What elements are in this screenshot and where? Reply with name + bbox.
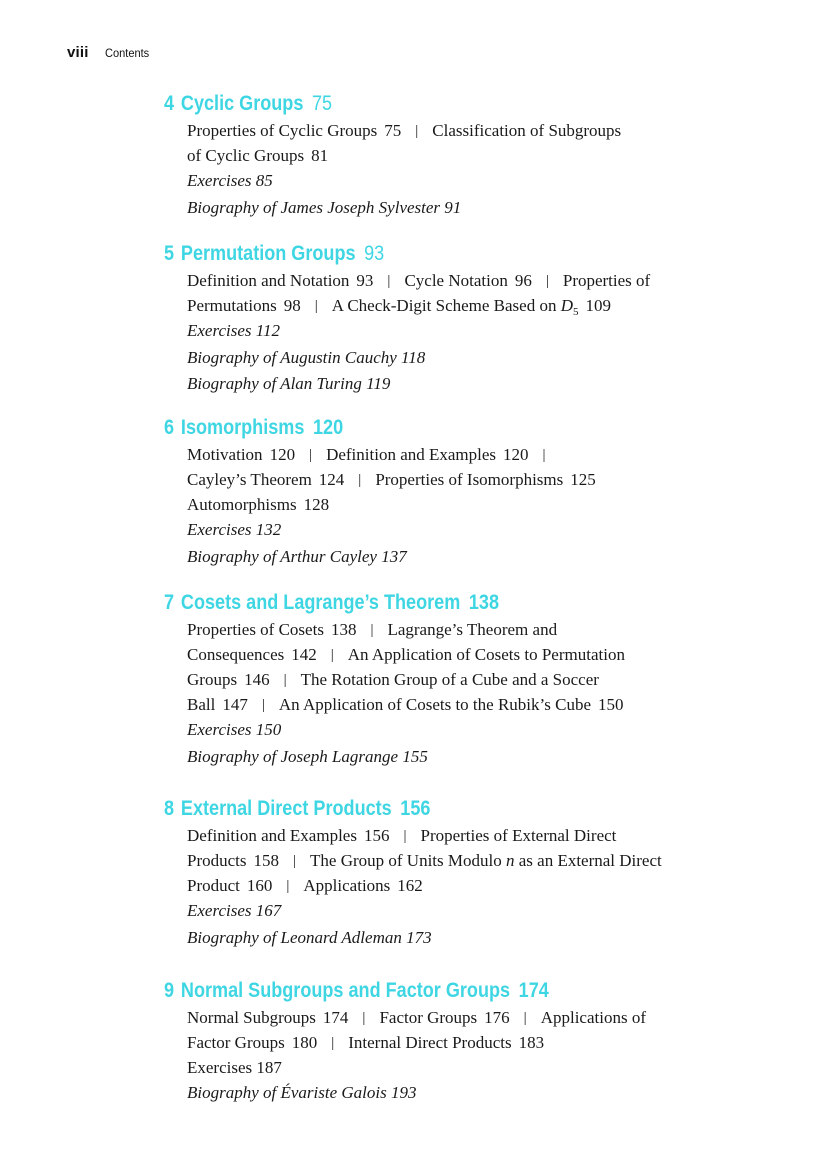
chapter-entry (164, 591, 724, 770)
section-page: 93 (356, 271, 374, 290)
section-entries (187, 617, 724, 770)
section-link[interactable] (187, 470, 344, 489)
section-link[interactable] (187, 826, 389, 845)
section-title: Cycle Notation (404, 271, 508, 290)
exercises-entry[interactable]: Exercises 167 (187, 901, 282, 920)
section-link[interactable] (187, 146, 328, 165)
exercises-entry[interactable]: Exercises 132 (187, 520, 282, 539)
chapter-heading[interactable] (164, 242, 646, 268)
chapter-entry (164, 797, 724, 951)
section-link[interactable] (541, 1008, 646, 1027)
separator: | (286, 878, 290, 894)
exercises-entry[interactable]: Exercises 187 (187, 1058, 282, 1077)
section-page: 120 (269, 445, 296, 464)
separator: | (309, 447, 313, 463)
section-title: of Cyclic Groups (187, 146, 305, 165)
section-title: Properties of External Direct (420, 826, 617, 845)
separator: | (293, 853, 297, 869)
section-page: 125 (570, 470, 596, 489)
chapter-page: 120 (312, 416, 344, 439)
section-page: 142 (291, 645, 317, 664)
math-subscript: 5 (573, 306, 579, 318)
separator: | (314, 298, 318, 314)
section-page: 75 (384, 121, 402, 140)
separator: | (362, 1010, 366, 1026)
section-title: Factor Groups (379, 1008, 478, 1027)
section-page: 81 (311, 146, 329, 165)
contents-line (187, 143, 724, 168)
chapter-page: 93 (364, 242, 385, 265)
separator: | (403, 828, 407, 844)
chapter-title-text: Permutation Groups (180, 242, 356, 265)
section-page: 98 (283, 296, 301, 315)
chapter-number: 4 (164, 92, 175, 115)
separator: | (358, 472, 362, 488)
biography-entry[interactable]: Biography of Arthur Cayley 137 (187, 546, 407, 566)
section-link[interactable] (187, 1033, 317, 1052)
section-page: 180 (291, 1033, 318, 1052)
contents-line (187, 492, 724, 517)
chapter-number: 9 (164, 979, 175, 1002)
section-link[interactable] (187, 495, 329, 514)
section-link[interactable] (279, 695, 624, 714)
separator: | (545, 273, 549, 289)
chapter-entry (164, 416, 724, 570)
chapter-title-text: Normal Subgroups and Factor Groups (180, 979, 511, 1002)
section-entries (187, 823, 724, 951)
contents-line (187, 268, 724, 293)
chapter-page: 156 (400, 797, 431, 820)
section-link[interactable] (187, 296, 301, 315)
section-link[interactable] (348, 645, 625, 664)
section-link[interactable] (187, 1008, 348, 1027)
contents-line (187, 873, 724, 898)
chapter-title-text: Isomorphisms (180, 416, 305, 439)
running-head (67, 44, 153, 61)
section-page: 120 (503, 445, 529, 464)
section-title: Applications of (540, 1008, 646, 1027)
section-link[interactable] (404, 271, 531, 290)
section-link[interactable] (187, 121, 401, 140)
section-link[interactable] (187, 851, 279, 870)
section-title: Consequences (187, 645, 285, 664)
section-link[interactable] (303, 876, 422, 895)
section-title: Cayley’s Theorem (187, 470, 312, 489)
contents-line (187, 642, 724, 667)
section-title: Classification of Subgroups (432, 121, 622, 140)
chapter-title-text: Cosets and Lagrange’s Theorem (180, 591, 461, 614)
section-title-cont: as an External Direct (518, 851, 662, 870)
contents-line (187, 667, 724, 692)
contents-line (187, 442, 724, 467)
contents-line (187, 467, 724, 492)
chapter-number: 8 (164, 797, 175, 820)
section-title: Definition and Notation (187, 271, 350, 290)
page-number: viii (67, 44, 89, 61)
contents-line (187, 118, 724, 143)
section-title: Normal Subgroups (187, 1008, 316, 1027)
biography-entry[interactable]: Biography of Joseph Lagrange 155 (187, 746, 428, 766)
section-link[interactable] (420, 826, 616, 845)
section-title: Products (187, 851, 247, 870)
section-title: Automorphisms (187, 495, 297, 514)
contents-line (187, 692, 724, 717)
chapter-title-text: External Direct Products (180, 797, 392, 820)
chapter-page: 138 (468, 591, 500, 614)
contents-line (187, 1005, 724, 1030)
section-entries (187, 268, 724, 398)
section-link[interactable] (187, 645, 317, 664)
section-title: An Application of Cosets to Permutation (347, 645, 625, 664)
section-page: 128 (303, 495, 330, 514)
chapter-number: 6 (164, 416, 175, 439)
section-name: Contents (104, 46, 149, 60)
contents-line (187, 823, 724, 848)
chapter-number: 5 (164, 242, 175, 265)
section-page: 174 (322, 1008, 349, 1027)
biography-entry[interactable]: Biography of Leonard Adleman 173 (187, 927, 432, 947)
section-link[interactable] (187, 876, 272, 895)
section-page: 183 (518, 1033, 545, 1052)
biography-entry[interactable]: Biography of Augustin Cauchy 118 (187, 347, 426, 367)
section-link[interactable] (187, 445, 295, 464)
chapter-heading[interactable] (164, 416, 646, 442)
separator: | (387, 273, 391, 289)
biography-entry[interactable]: Biography of Alan Turing 119 (187, 374, 391, 393)
section-link[interactable] (301, 670, 599, 689)
biography-entry[interactable]: Biography of Évariste Galois 193 (187, 1083, 417, 1102)
section-page: 176 (484, 1008, 510, 1027)
section-link[interactable] (387, 620, 557, 639)
exercises-entry[interactable]: Exercises 112 (187, 321, 280, 340)
section-page: 147 (222, 695, 248, 714)
section-page: 138 (330, 620, 357, 639)
exercises-entry[interactable]: Exercises 85 (187, 171, 273, 190)
section-title: Factor Groups (187, 1033, 285, 1052)
section-page: 158 (253, 851, 279, 870)
section-title: Permutations (187, 296, 277, 315)
section-title: Properties of Isomorphisms (375, 470, 564, 489)
separator: | (283, 672, 287, 688)
section-link[interactable] (326, 445, 528, 464)
section-title: The Group of Units Modulo (310, 851, 502, 870)
section-title: Product (187, 876, 240, 895)
chapter-heading[interactable] (164, 92, 646, 118)
section-link[interactable] (310, 851, 662, 870)
chapter-heading[interactable] (164, 797, 646, 823)
section-page: 160 (246, 876, 273, 895)
chapter-title-text: Cyclic Groups (180, 92, 304, 115)
section-page: 124 (318, 470, 345, 489)
separator: | (542, 447, 546, 463)
section-page: 96 (514, 271, 532, 290)
section-link[interactable] (187, 670, 270, 689)
section-link[interactable] (375, 470, 595, 489)
section-title: Applications (303, 876, 391, 895)
chapter-heading[interactable] (164, 591, 646, 617)
math-variable: D (560, 296, 574, 315)
section-title: Properties of Cyclic Groups (187, 121, 378, 140)
section-title: Properties of (562, 271, 651, 290)
separator: | (261, 697, 265, 713)
exercises-entry[interactable]: Exercises 150 (187, 720, 282, 739)
separator: | (523, 1010, 527, 1026)
section-link[interactable] (187, 695, 248, 714)
biography-entry[interactable]: Biography of James Joseph Sylvester 91 (187, 197, 462, 217)
section-title: Ball (187, 695, 216, 714)
section-link[interactable] (187, 271, 373, 290)
section-title: A Check-Digit Scheme Based on (331, 296, 557, 315)
section-title: An Application of Cosets to the Rubik’s Cube (278, 695, 591, 714)
section-entries (187, 1005, 724, 1107)
contents-line (187, 848, 724, 873)
section-link[interactable] (432, 121, 621, 140)
chapter-page: 75 (311, 92, 333, 115)
section-page: 156 (363, 826, 390, 845)
section-page: 146 (244, 670, 270, 689)
section-title: The Rotation Group of a Cube and a Soccer (300, 670, 599, 689)
section-title: Lagrange’s Theorem and (387, 620, 558, 639)
section-title: Properties of Cosets (187, 620, 324, 639)
separator: | (330, 647, 334, 663)
math-variable: n (505, 851, 515, 870)
contents-line (187, 1030, 724, 1055)
section-link[interactable] (379, 1008, 509, 1027)
section-link[interactable] (348, 1033, 544, 1052)
section-page: 109 (585, 296, 612, 315)
section-link[interactable] (563, 271, 650, 290)
contents-line (187, 617, 724, 642)
chapter-page: 174 (518, 979, 549, 1002)
section-entries (187, 442, 724, 570)
section-entries (187, 118, 724, 221)
chapter-number: 7 (164, 591, 175, 614)
chapter-entry (164, 979, 724, 1107)
section-link[interactable] (187, 620, 356, 639)
chapter-entry (164, 92, 724, 221)
section-title: Definition and Examples (326, 445, 497, 464)
separator: | (415, 123, 419, 139)
chapter-entry (164, 242, 724, 398)
separator: | (331, 1035, 335, 1051)
section-title: Motivation (187, 445, 263, 464)
section-link[interactable] (331, 296, 612, 318)
chapter-heading[interactable] (164, 979, 646, 1005)
separator: | (370, 622, 374, 638)
section-title: Definition and Examples (187, 826, 357, 845)
section-title: Internal Direct Products (348, 1033, 512, 1052)
section-page: 162 (397, 876, 423, 895)
contents-line (187, 293, 724, 318)
section-page: 150 (598, 695, 624, 714)
section-title: Groups (187, 670, 238, 689)
